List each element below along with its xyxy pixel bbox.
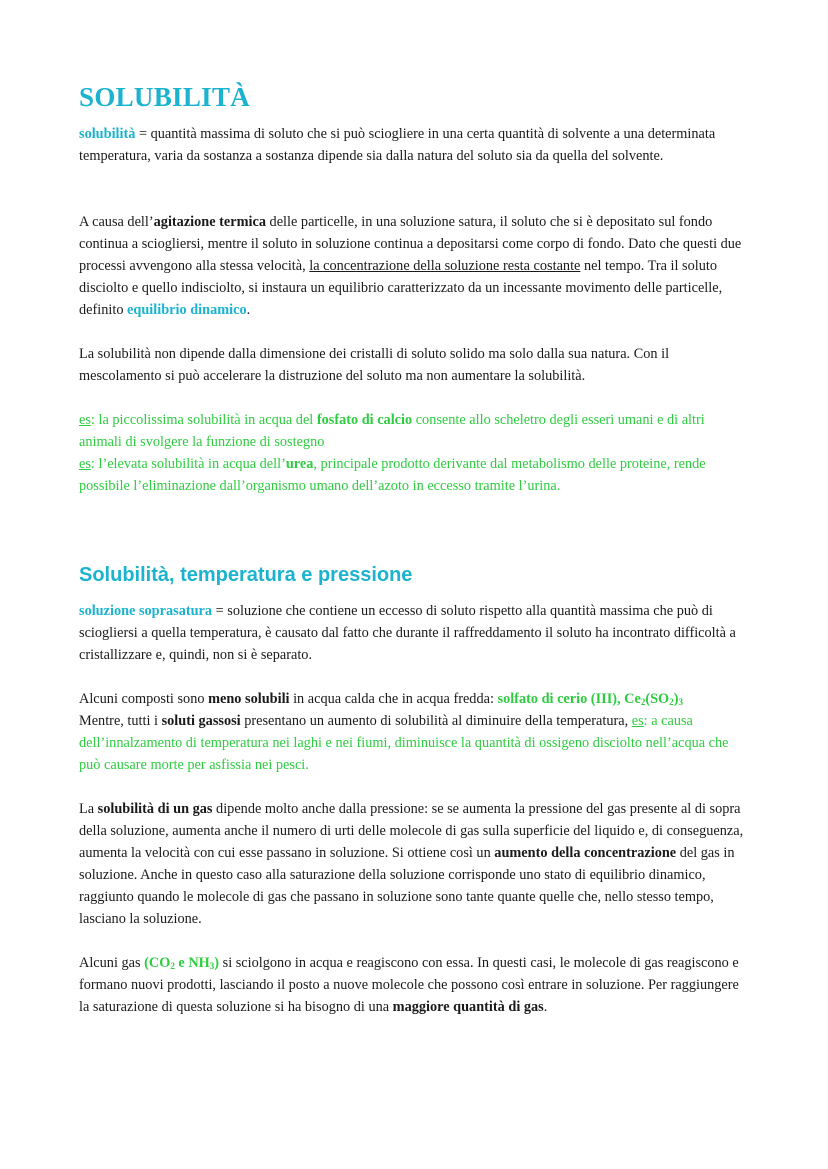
term-equilibrio-dinamico: equilibrio dinamico (127, 302, 247, 318)
text-span: La (79, 801, 98, 817)
bold-maggiore-quantita-gas: maggiore quantità di gas (392, 999, 544, 1015)
paragraph-crystal-size: La solubilità non dipende dalla dimensione dei cristalli di soluto solido ma solo dalla sua natura. Con il mescolamento si può accelerare la distruzione del soluto ma non aumentare la solubilità. (79, 346, 670, 384)
paragraph-dynamic-equilibrium (79, 211, 751, 321)
bold-soluti-gassosi: soluti gassosi (161, 713, 241, 729)
example-text: , principale prodotto derivante dal metabolismo delle proteine, rende possibile l’eliminazione dall’organismo umano dell’azoto in eccesso tramite l’urina. (79, 456, 706, 494)
bold-fosfato-di-calcio: fosfato di calcio (316, 412, 413, 428)
text-span: . (246, 302, 251, 318)
text-span: presentano un aumento di solubilità al diminuire della temperatura, (240, 713, 632, 729)
underlined-concentration: la concentrazione della soluzione resta costante (309, 258, 581, 274)
paragraph-reacting-gases (79, 952, 751, 1018)
bold-solubilita-gas: solubilità di un gas (97, 801, 213, 817)
example-text: : la piccolissima solubilità in acqua del (90, 412, 317, 428)
text-span: dipende molto anche dalla pressione: se se aumenta la pressione del gas presente al di sopra della soluzione, aumenta anche il numero di urti delle molecole di gas sulla superficie del liquido e, di conseguenza, aumenta la velocità con cui esse passano in soluzione. Si ottiene così un (79, 801, 744, 861)
definition-text: = quantità massima di soluto che si può sciogliere in una certa quantità di solvente a una determinata temperatura, varia da sostanza a sostanza dipende sia dalla natura del soluto sia da quella del solvente. (79, 126, 716, 164)
formula-co2-nh3: ($CO_2$ e $NH_3$) (144, 955, 220, 971)
text-span: Mentre, tutti i (79, 713, 162, 729)
bold-urea: urea (285, 456, 314, 472)
term-soluzione-soprasatura: soluzione soprasatura (79, 603, 213, 619)
definition-text: = soluzione che contiene un eccesso di soluto rispetto alla quantità massima che può di sciogliersi a quella temperatura, è causato dal fatto che durante il raffreddamento il soluto ha incontrato difficoltà a cristallizzare e, quindi, non si è separato. (79, 603, 736, 663)
text-span: nel tempo. Tra il soluto disciolto e quello indisciolto, si instaura un equilibrio caratterizzato da un incessante movimento delle particelle, definito (79, 258, 723, 318)
text-span: si sciolgono in acqua e reagiscono con essa. In questi casi, le molecole di gas reagiscono e formano nuovi prodotti, lasciando il posto a nuove molecole che possono così entrare in soluzione. Per raggiungere la saturazione di questa soluzione si ha bisogno di una (79, 955, 739, 1015)
term-solubilita: solubilità (79, 126, 136, 142)
formula-cerium-sulfate: solfato di cerio (III), $Ce_2(SO_2)_3$ (497, 691, 683, 707)
example-label: es (79, 412, 91, 428)
example-label: es (79, 456, 91, 472)
text-span: Alcuni composti sono (79, 691, 209, 707)
paragraph-examples (79, 409, 751, 497)
example-fish-oxygen: es: a causa dell’innalzamento di temperatura nei laghi e nei fiumi, diminuisce la quantità di ossigeno disciolto nell’acqua che può causare morte per asfissia nei pesci. (79, 713, 729, 773)
bold-agitazione-termica: agitazione termica (153, 214, 266, 230)
paragraph-supersaturated (79, 600, 751, 666)
text-span: . (543, 999, 548, 1015)
text-span: Alcuni gas (79, 955, 145, 971)
text-span: delle particelle, in una soluzione satura, il soluto che si è depositato sul fondo continua a sciogliersi, mentre il soluto in soluzione continua a depositarsi come corpo di fondo. Dato che questi due processi avvengono alla stessa velocità, (79, 214, 742, 274)
example-text: consente allo scheletro degli esseri umani e di altri animali di svolgere la funzione di sostegno (79, 412, 705, 450)
paragraph-definition-solubility (79, 123, 751, 167)
page-title: SOLUBILITÀ (79, 82, 251, 112)
text-span: A causa dell’ (79, 214, 154, 230)
text-span: in acqua calda che in acqua fredda: (289, 691, 498, 707)
text-span: del gas in soluzione. Anche in questo caso alla saturazione della soluzione corrisponde uno stato di equilibrio dinamico, raggiunto quando le molecole di gas che passano in soluzione sono tante quante quelle che, nello stesso tempo, lasciano la soluzione. (79, 845, 735, 927)
paragraph-temperature-effect (79, 688, 751, 776)
bold-meno-solubili: meno solubili (208, 691, 290, 707)
paragraph-gas-pressure (79, 798, 751, 930)
example-text: : l’elevata solubilità in acqua dell’ (90, 456, 286, 472)
section-title-temperature-pressure: Solubilità, temperatura e pressione (79, 564, 413, 586)
bold-aumento-concentrazione: aumento della concentrazione (494, 845, 677, 861)
